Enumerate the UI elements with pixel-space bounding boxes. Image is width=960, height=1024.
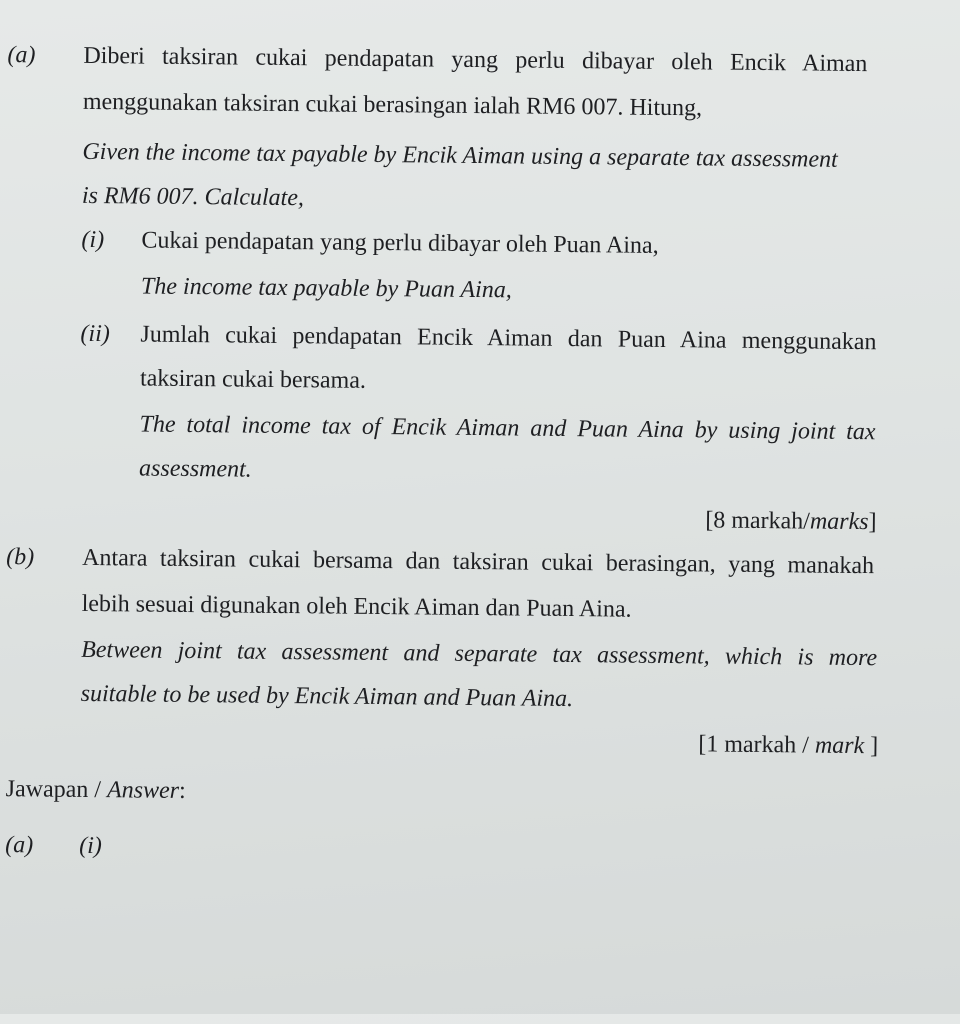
part-b-label: (b) bbox=[6, 544, 35, 571]
part-a-marks: [8 markah/marks] bbox=[705, 507, 877, 536]
part-a-malay-line-2: menggunakan taksiran cukai berasingan ialah RM6 007. Hitung, bbox=[82, 88, 703, 122]
sub-i-english: The income tax payable by Puan Aina, bbox=[140, 273, 512, 304]
sub-ii-malay-line-1: Jumlah cukai pendapatan Encik Aiman dan Puan Aina menggunakan bbox=[140, 321, 877, 356]
sub-ii-malay-line-2: taksiran cukai bersama. bbox=[139, 365, 367, 394]
part-a-english-line-1: Given the income tax payable by Encik Aiman using a separate tax assessment bbox=[82, 138, 838, 173]
part-b-english-line-1: Between joint tax assessment and separate tax assessment, which is more bbox=[81, 636, 878, 672]
sub-i-label: (i) bbox=[81, 226, 105, 254]
part-b-malay-line-1: Antara taksiran cukai bersama dan taksiran cukai berasingan, yang manakah bbox=[82, 544, 875, 580]
part-b-malay-line-2: lebih sesuai digunakan oleh Encik Aiman dan Puan Aina. bbox=[81, 590, 632, 623]
part-b-english-line-2: suitable to be used by Encik Aiman and Puan Aina. bbox=[80, 680, 574, 713]
sub-ii-english-line-1: The total income tax of Encik Aiman and Puan Aina by using joint tax bbox=[139, 411, 876, 446]
sub-ii-label: (ii) bbox=[80, 320, 110, 348]
part-a-english-line-2: is RM6 007. Calculate, bbox=[81, 182, 305, 212]
sub-ii-english-line-2: assessment. bbox=[138, 455, 252, 483]
part-a-label: (a) bbox=[7, 42, 36, 69]
answer-sub-i-label: (i) bbox=[79, 832, 102, 860]
sub-i-malay: Cukai pendapatan yang perlu dibayar oleh Puan Aina, bbox=[141, 227, 659, 259]
answer-part-a-label: (a) bbox=[5, 832, 34, 859]
answer-heading: Jawapan / Answer: bbox=[5, 776, 186, 804]
part-b-marks: [1 markah / mark ] bbox=[698, 731, 879, 760]
part-a-malay-line-1: Diberi taksiran cukai pendapatan yang perlu dibayar oleh Encik Aiman bbox=[83, 42, 868, 78]
